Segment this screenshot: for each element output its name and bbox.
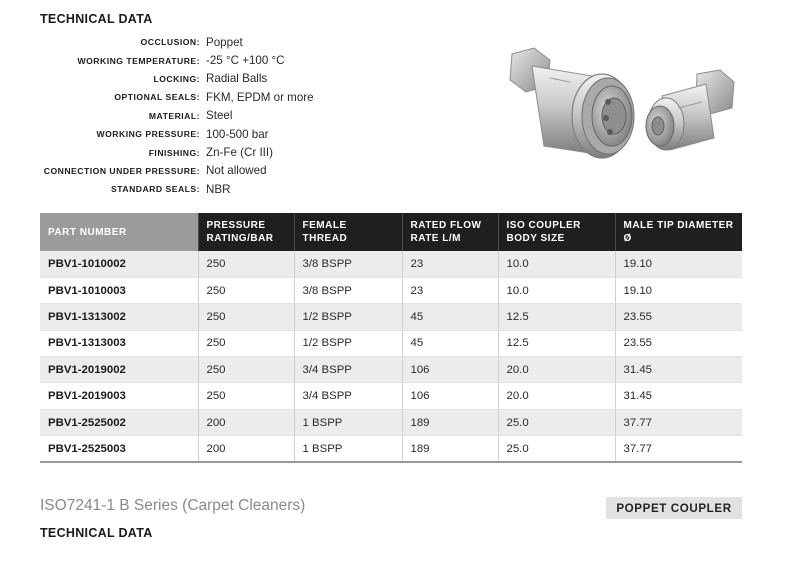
table-cell: 25.0 (498, 409, 615, 435)
part-number-cell: PBV1-1010003 (40, 277, 198, 303)
part-number-cell: PBV1-2019002 (40, 357, 198, 383)
spec-label: OPTIONAL SEALS: (114, 92, 200, 103)
column-header-rated-flow: RATED FLOW RATE L/M (402, 213, 498, 251)
table-cell: 250 (198, 357, 294, 383)
spec-value: FKM, EPDM or more (206, 90, 314, 104)
part-number-cell: PBV1-2525003 (40, 436, 198, 462)
part-number-cell: PBV1-2525002 (40, 409, 198, 435)
column-header-body-size: ISO COUPLER BODY SIZE (498, 213, 615, 251)
spec-value: Not allowed (206, 164, 267, 178)
spec-row-locking (40, 70, 460, 88)
part-number-cell: PBV1-2019003 (40, 383, 198, 409)
column-header-part-number: PART NUMBER (40, 213, 198, 251)
table-cell: 19.10 (615, 251, 742, 277)
spec-row-working-pressure (40, 125, 460, 143)
table-cell: 45 (402, 304, 498, 330)
spec-label: CONNECTION UNDER PRESSURE: (43, 165, 200, 176)
table-cell: 250 (198, 383, 294, 409)
spec-value: -25 °C +100 °C (206, 54, 285, 68)
spec-row-material (40, 107, 460, 125)
table-cell: 250 (198, 251, 294, 277)
table-cell: 200 (198, 409, 294, 435)
table-cell: 45 (402, 330, 498, 356)
part-number-cell: PBV1-1313003 (40, 330, 198, 356)
spec-label: STANDARD SEALS: (111, 184, 200, 195)
table-cell: 37.77 (615, 436, 742, 462)
spec-label: FINISHING: (148, 147, 200, 158)
male-tip-shape (646, 70, 734, 150)
coupler-product-image (492, 46, 742, 166)
female-coupler-shape (510, 48, 634, 158)
table-cell: 1 BSPP (294, 436, 402, 462)
table-row (40, 409, 742, 435)
spec-list (40, 33, 460, 199)
table-cell: 1/2 BSPP (294, 330, 402, 356)
table-cell: 106 (402, 357, 498, 383)
table-cell: 10.0 (498, 251, 615, 277)
table-cell: 37.77 (615, 409, 742, 435)
table-cell: 23 (402, 251, 498, 277)
series-title: ISO7241-1 B Series (Carpet Cleaners) (40, 497, 306, 514)
table-header-row (40, 213, 742, 251)
table-cell: 12.5 (498, 304, 615, 330)
spec-label: MATERIAL: (148, 110, 200, 121)
table-cell: 189 (402, 409, 498, 435)
table-cell: 250 (198, 330, 294, 356)
table-cell: 31.45 (615, 357, 742, 383)
table-cell: 3/8 BSPP (294, 251, 402, 277)
spec-value: Steel (206, 109, 233, 123)
table-cell: 10.0 (498, 277, 615, 303)
spec-value: Radial Balls (206, 72, 268, 86)
column-header-tip-diameter: MALE TIP DIAMETER Ø (615, 213, 742, 251)
table-cell: 31.45 (615, 383, 742, 409)
spec-value: Poppet (206, 35, 243, 49)
part-number-cell: PBV1-1313002 (40, 304, 198, 330)
table-row (40, 251, 742, 277)
table-cell: 3/8 BSPP (294, 277, 402, 303)
column-header-pressure-rating: PRESSURE RATING/BAR (198, 213, 294, 251)
table-cell: 23 (402, 277, 498, 303)
spec-label: WORKING PRESSURE: (96, 129, 200, 140)
spec-row-occlusion (40, 33, 460, 51)
table-cell: 20.0 (498, 383, 615, 409)
spec-row-working-temperature (40, 51, 460, 69)
table-cell: 3/4 BSPP (294, 383, 402, 409)
spec-row-standard-seals (40, 180, 460, 198)
part-number-table (40, 213, 742, 463)
table-cell: 1 BSPP (294, 409, 402, 435)
table-row (40, 383, 742, 409)
table-cell: 23.55 (615, 304, 742, 330)
section-title: TECHNICAL DATA (40, 12, 153, 26)
table-cell: 250 (198, 277, 294, 303)
spec-row-connection-under-pressure (40, 162, 460, 180)
table-cell: 19.10 (615, 277, 742, 303)
spec-row-finishing (40, 143, 460, 161)
column-header-female-thread: FEMALE THREAD (294, 213, 402, 251)
table-row (40, 277, 742, 303)
spec-label: OCCLUSION: (140, 37, 200, 48)
table-cell: 189 (402, 436, 498, 462)
spec-value: NBR (206, 182, 231, 196)
spec-value: Zn-Fe (Cr III) (206, 146, 273, 160)
table-row (40, 330, 742, 356)
table-row (40, 436, 742, 462)
table-cell: 106 (402, 383, 498, 409)
spec-label: WORKING TEMPERATURE: (77, 55, 200, 66)
table-cell: 250 (198, 304, 294, 330)
table-cell: 23.55 (615, 330, 742, 356)
section-title-next: TECHNICAL DATA (40, 526, 153, 540)
table-cell: 1/2 BSPP (294, 304, 402, 330)
table-cell: 25.0 (498, 436, 615, 462)
table-cell: 200 (198, 436, 294, 462)
table-row (40, 357, 742, 383)
table-row (40, 304, 742, 330)
part-number-cell: PBV1-1010002 (40, 251, 198, 277)
spec-label: LOCKING: (153, 73, 200, 84)
table-cell: 20.0 (498, 357, 615, 383)
table-cell: 3/4 BSPP (294, 357, 402, 383)
poppet-coupler-badge: POPPET COUPLER (606, 497, 742, 519)
spec-value: 100-500 bar (206, 127, 269, 141)
table-cell: 12.5 (498, 330, 615, 356)
spec-row-optional-seals (40, 88, 460, 106)
